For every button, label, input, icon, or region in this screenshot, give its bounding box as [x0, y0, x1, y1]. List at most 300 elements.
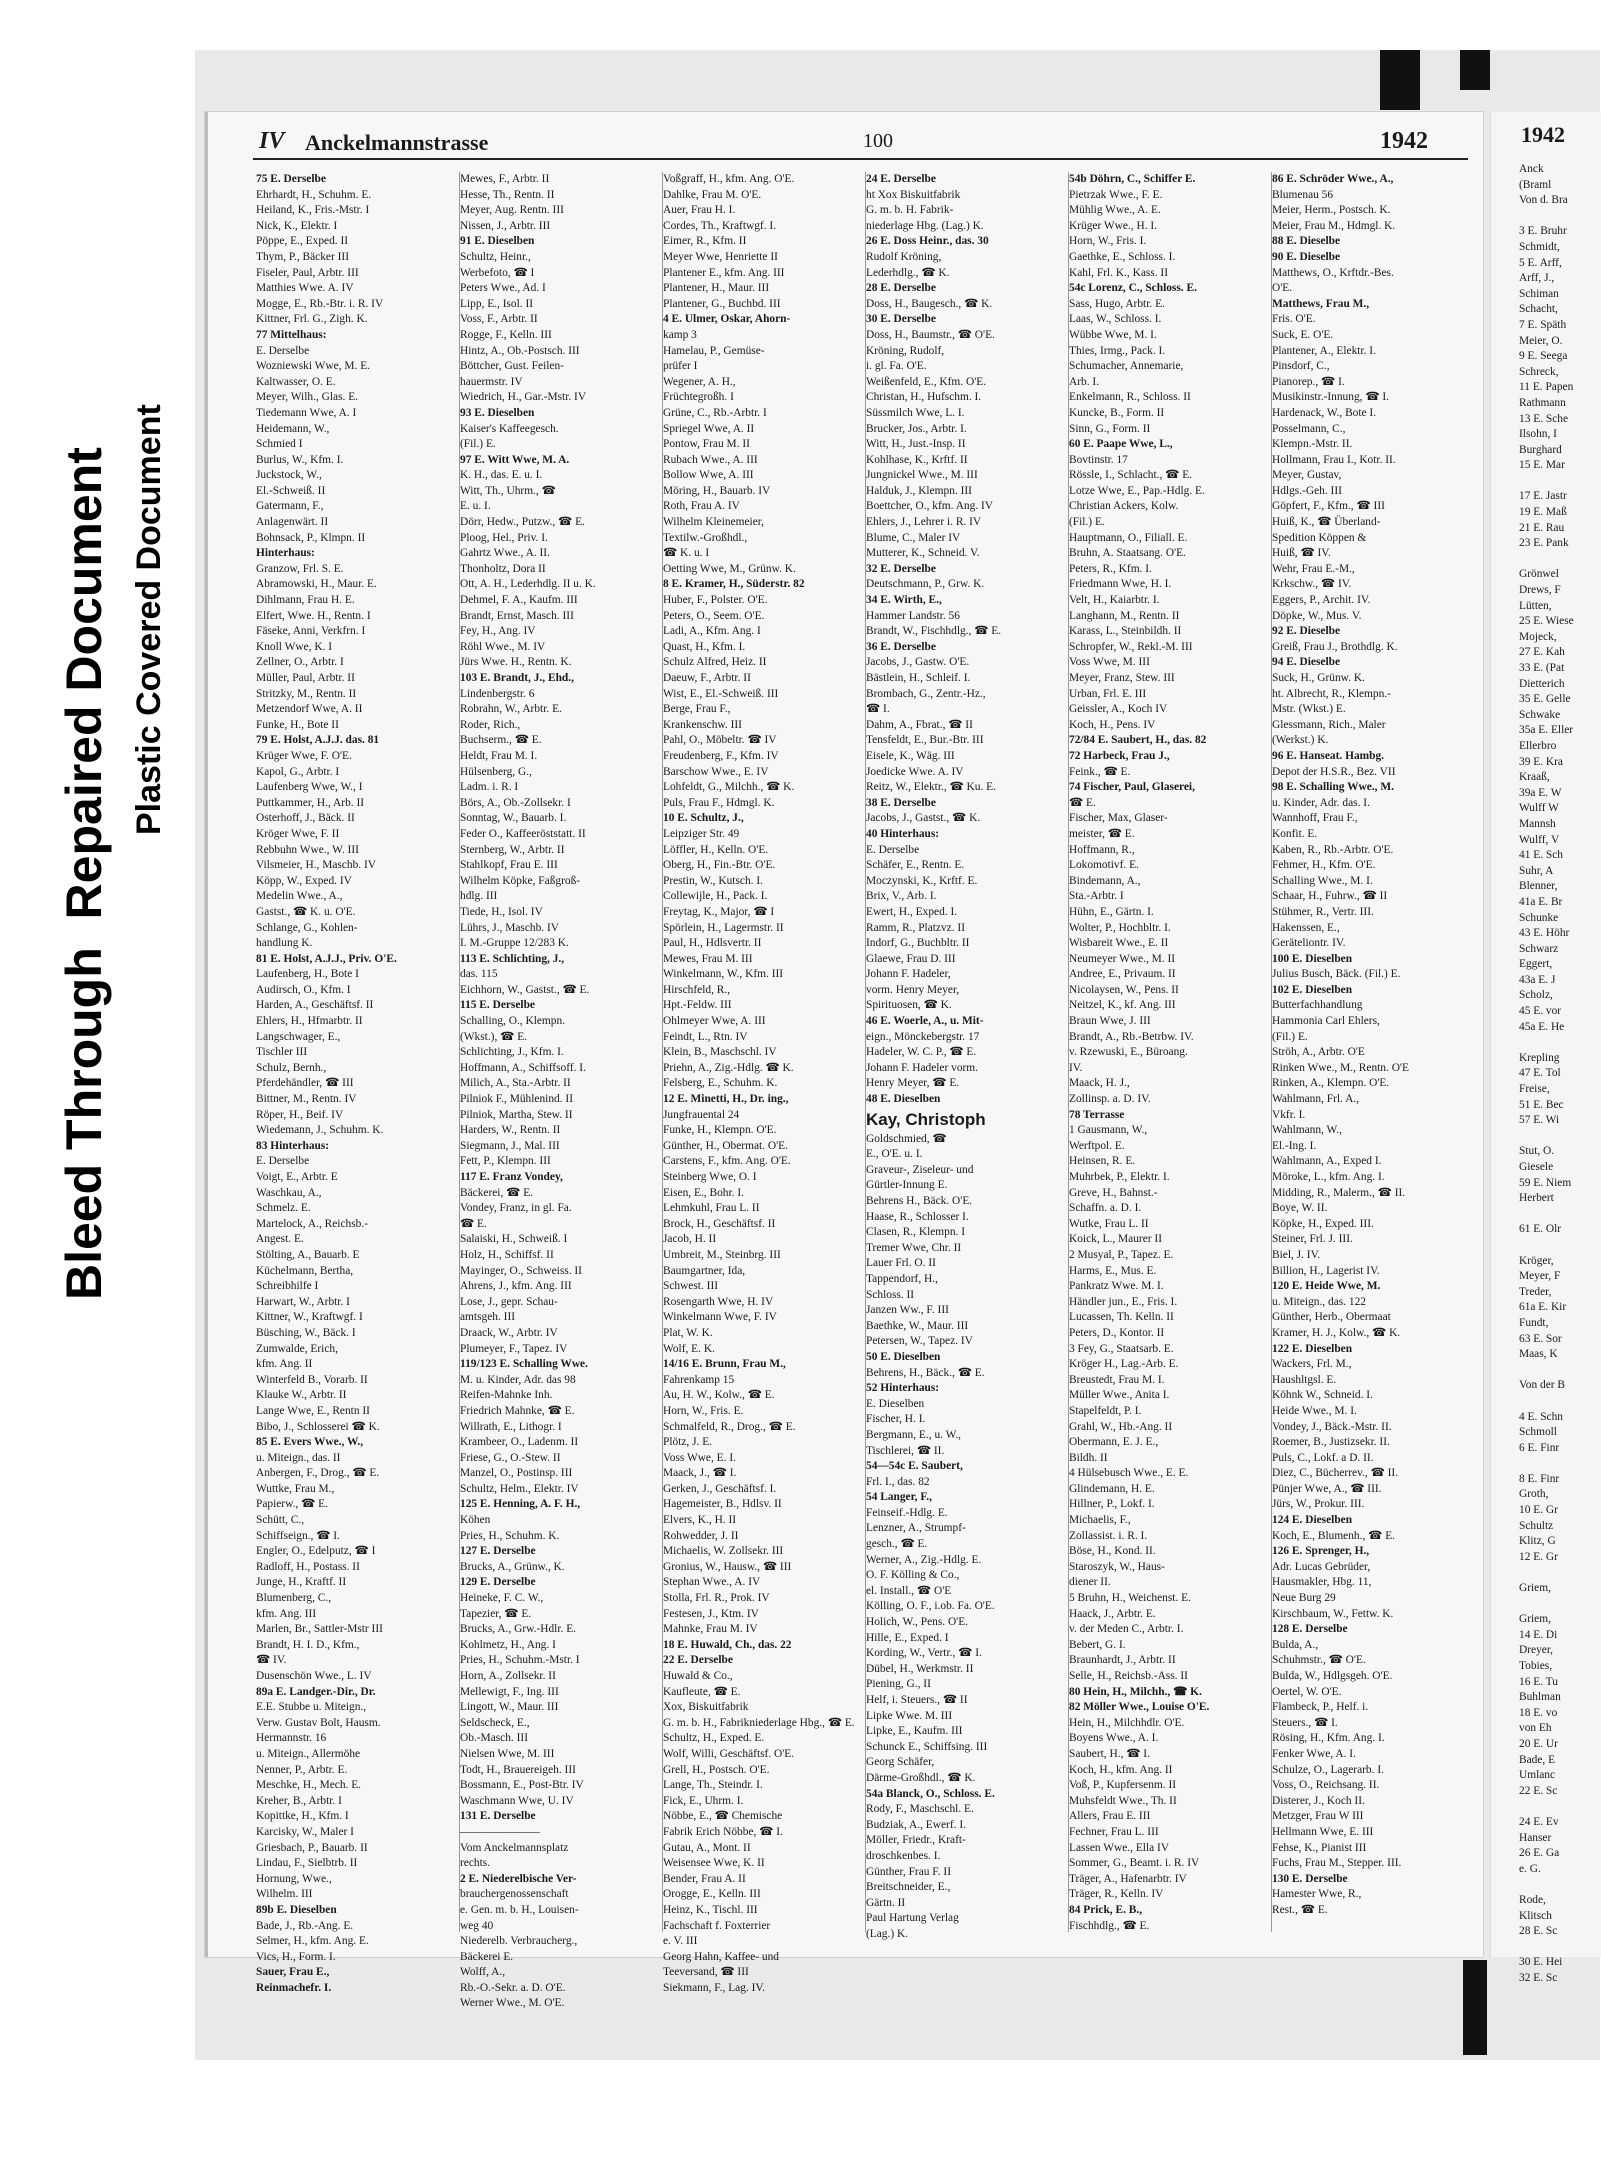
resident-entry: Breitschneider, E.,: [866, 1881, 951, 1894]
resident-entry: Schalling Wwe., M. I.: [1272, 874, 1373, 887]
resident-entry: Köpke, H., Exped. III.: [1272, 1217, 1374, 1230]
resident-entry: Fey, H., Ang. IV: [460, 625, 536, 638]
resident-entry: Suck, E. O'E.: [1272, 328, 1334, 341]
house-number-entry: 50 E. Dieselben: [866, 1350, 941, 1363]
resident-entry: Henry Meyer, ☎ E.: [866, 1077, 960, 1090]
resident-entry: Quast, H., Kfm. I.: [663, 640, 746, 653]
resident-entry: Werner Wwe., M. O'E.: [460, 1997, 565, 2010]
resident-entry: Werftpol. E.: [1069, 1139, 1125, 1152]
resident-entry: Indorf, G., Buchbltr. II: [866, 937, 970, 950]
house-number-entry: 54b Döhrn, C., Schiffer E.: [1069, 173, 1196, 185]
directory-column-2: [459, 172, 646, 2010]
resident-entry: Hornung, Wwe.,: [256, 1872, 332, 1885]
adjacent-page-line: Meyer, F: [1519, 1270, 1561, 1283]
resident-entry: Meier, Herm., Postsch. K.: [1272, 204, 1391, 217]
resident-entry: Hauptmann, O., Filiall. E.: [1069, 531, 1188, 544]
resident-entry: Ramm, R., Platzvz. II: [866, 921, 966, 934]
resident-entry: Pontow, Frau M. II: [663, 438, 750, 451]
resident-entry: Heinz, K., Tischl. III: [663, 1903, 758, 1916]
resident-entry: Puttkammer, H., Arb. II: [256, 796, 365, 809]
resident-entry: Fenker Wwe, A. I.: [1272, 1747, 1356, 1760]
resident-entry: Bruhn, A. Staatsang. O'E.: [1069, 547, 1186, 560]
resident-entry: Pöppe, E., Exped. II: [256, 235, 349, 248]
adjacent-page-line: 11 E. Papen: [1519, 381, 1574, 394]
resident-entry: ☎ E.: [1069, 796, 1096, 809]
resident-entry: Abramowski, H., Maur. E.: [256, 578, 377, 591]
resident-entry: Wilhelm Kleinemeier,: [663, 516, 764, 529]
adjacent-page-line: Buhlman: [1519, 1691, 1561, 1704]
resident-entry: Mühlig Wwe., A. E.: [1069, 204, 1161, 217]
house-number-entry: 54 Langer, F.,: [866, 1491, 932, 1504]
resident-entry: Feinseif.-Hdlg. E.: [866, 1506, 948, 1519]
resident-entry: Spedition Köppen &: [1272, 531, 1367, 544]
resident-entry: Xox, Biskuitfabrik: [663, 1701, 749, 1714]
resident-entry: Jungfrauental 24: [663, 1108, 740, 1121]
resident-entry: Joedicke Wwe. A. IV: [866, 765, 964, 778]
resident-entry: Nielsen Wwe, M. III: [460, 1747, 555, 1760]
resident-entry: Schloss. II: [866, 1288, 915, 1301]
resident-entry: Hamester Wwe, R.,: [1272, 1888, 1362, 1901]
resident-entry: Schreibhilfe I: [256, 1280, 319, 1293]
resident-entry: Ehlers, H., Hfmarbtr. II: [256, 1015, 363, 1028]
side-label-area: [0, 0, 200, 2177]
resident-entry: Plumeyer, F., Tapez. IV: [460, 1342, 568, 1355]
adjacent-page-line: Schmidt,: [1519, 240, 1560, 253]
adjacent-page-line: 27 E. Kah: [1519, 646, 1565, 659]
directory-column-1: [256, 172, 442, 1994]
resident-entry: Weißenfeld, E., Kfm. O'E.: [866, 375, 987, 388]
resident-entry: Eimer, R., Kfm. II: [663, 235, 747, 248]
adjacent-page-lines: [1519, 162, 1601, 1986]
resident-entry: Kreher, B., Arbtr. I: [256, 1794, 342, 1807]
resident-entry: Kröger H., Lag.-Arb. E.: [1069, 1358, 1179, 1371]
resident-entry: Müller Wwe., Anita I.: [1069, 1389, 1170, 1402]
resident-entry: Hillner, P., Lokf. I.: [1069, 1498, 1155, 1511]
resident-entry: Koch, H., kfm. Ang. II: [1069, 1763, 1173, 1776]
house-number-entry: 36 E. Derselbe: [866, 640, 936, 653]
resident-entry: Schropfer, W., Rekl.-M. III: [1069, 640, 1193, 653]
house-number-entry: 52 Hinterhaus:: [866, 1382, 940, 1395]
resident-entry: Fiseler, Paul, Arbtr. III: [256, 266, 359, 279]
resident-entry: Rösing, H., Kfm. Ang. I.: [1272, 1732, 1385, 1745]
resident-entry: Mstr. (Wkst.) E.: [1272, 703, 1346, 716]
adjacent-page-line: 19 E. Maß: [1519, 506, 1567, 519]
house-number-entry: 119/123 E. Schalling Wwe.: [460, 1358, 588, 1371]
resident-entry: Bossmann, E., Post-Btr. IV: [460, 1779, 584, 1792]
adjacent-page-line: 18 E. vo: [1519, 1706, 1558, 1719]
resident-entry: Metzger, Frau W III: [1272, 1810, 1364, 1823]
resident-entry: Waschkau, A.,: [256, 1186, 322, 1199]
resident-entry: Meyer, Wilh., Glas. E.: [256, 391, 359, 404]
adjacent-page-line: 33 E. (Pat: [1519, 662, 1565, 674]
resident-entry: Metzendorf Wwe, A. II: [256, 703, 363, 716]
resident-entry: Bildh. II: [1069, 1451, 1108, 1464]
adjacent-page-line: Schreck,: [1519, 365, 1559, 378]
resident-entry: Halduk, J., Klempn. III: [866, 484, 972, 497]
resident-entry: Mahnke, Frau M. IV: [663, 1623, 758, 1636]
resident-entry: Lauer Frl. O. II: [866, 1257, 936, 1270]
resident-entry: Matthews, O., Krftdr.-Bes.: [1272, 266, 1394, 279]
resident-entry: Elfert, Wwe. H., Rentn. I: [256, 609, 371, 622]
resident-entry: Hirschfeld, R.,: [663, 983, 731, 996]
resident-entry: Köhen: [460, 1514, 491, 1527]
resident-entry: Möller, Friedr., Kraft-: [866, 1834, 966, 1847]
resident-entry: Gutau, A., Mont. II: [663, 1841, 751, 1854]
resident-entry: amtsgeh. III: [460, 1311, 516, 1324]
adjacent-page-line: Krepling: [1519, 1051, 1560, 1064]
adjacent-page-line: 61 E. Olr: [1519, 1223, 1562, 1236]
adjacent-page-line: 5 E. Arff,: [1519, 256, 1562, 269]
house-number-entry: 81 E. Holst, A.J.J., Priv. O'E.: [256, 952, 397, 965]
resident-entry: Rody, F., Maschschl. E.: [866, 1803, 974, 1816]
resident-entry: Hintz, A., Ob.-Postsch. III: [460, 344, 580, 357]
resident-entry: Hoffmann, R.,: [1069, 843, 1135, 856]
house-number-entry: 72 Harbeck, Frau J.,: [1069, 749, 1170, 762]
resident-entry: Radloff, H., Postass. II: [256, 1560, 360, 1573]
resident-entry: Plantener, H., Maur. III: [663, 282, 770, 295]
resident-entry: Mogge, E., Rb.-Btr. i. R. IV: [256, 297, 384, 310]
resident-entry: Krankenschw. III: [663, 718, 742, 731]
resident-entry: Thies, Irmg., Pack. I.: [1069, 344, 1166, 357]
resident-entry: Wahlmann, W.,: [1272, 1124, 1342, 1137]
resident-entry: Obermann, E. J. E.,: [1069, 1436, 1159, 1449]
resident-entry: Bollow Wwe, A. III: [663, 469, 754, 482]
adjacent-page-line: [1519, 1597, 1601, 1613]
resident-entry: Lokomotivf. E.: [1069, 859, 1139, 872]
resident-entry: Wist, E., El.-Schweiß. III: [663, 687, 779, 700]
resident-entry: Rb.-O.-Sekr. a. D. O'E.: [460, 1981, 566, 1994]
resident-entry: v. der Meden C., Arbtr. I.: [1069, 1623, 1184, 1636]
resident-entry: Kahl, Frl. K., Kass. II: [1069, 266, 1169, 279]
resident-entry: Böttcher, Gust. Feilen-: [460, 360, 564, 373]
resident-entry: Disterer, J., Koch II.: [1272, 1794, 1365, 1807]
resident-entry: Früchtegroßh. I: [663, 391, 734, 404]
adjacent-page-line: 6 E. Finr: [1519, 1441, 1560, 1454]
resident-entry: (Fil.) E.: [1272, 1030, 1308, 1043]
house-number-entry: 83 Hinterhaus:: [256, 1139, 330, 1152]
house-number-entry: 130 E. Derselbe: [1272, 1872, 1348, 1885]
adjacent-page-line: 39a E. W: [1519, 786, 1562, 799]
resident-entry: Glindemann, H. E.: [1069, 1482, 1155, 1495]
resident-entry: Sauer, Frau E.,: [256, 1966, 330, 1979]
resident-entry: Glessmann, Rich., Maler: [1272, 718, 1386, 731]
resident-entry: Gärtn. II: [866, 1896, 906, 1909]
resident-entry: Schultz, H., Exped. E.: [663, 1732, 765, 1745]
resident-entry: Blumenberg, C.,: [256, 1592, 332, 1605]
resident-entry: ht. Albrecht, R., Klempn.-: [1272, 687, 1391, 700]
resident-entry: Hamelau, P., Gemüse-: [663, 344, 765, 357]
resident-entry: Plötz, J. E.: [663, 1436, 713, 1449]
resident-entry: IV.: [1069, 1061, 1083, 1074]
resident-entry: Nissen, J., Arbtr. III: [460, 219, 551, 232]
resident-entry: 4 Hülsebusch Wwe., E. E.: [1069, 1467, 1189, 1480]
adjacent-page-line: [1519, 1207, 1601, 1223]
resident-entry: Midding, R., Malerm., ☎ II.: [1272, 1186, 1406, 1199]
adjacent-page-line: 8 E. Finr: [1519, 1472, 1560, 1485]
resident-entry: Juckstock, W.,: [256, 469, 322, 482]
resident-entry: Rohwedder, J. II: [663, 1529, 739, 1542]
resident-entry: Sta.-Arbtr. I: [1069, 890, 1124, 903]
resident-entry: Lindenbergstr. 6: [460, 687, 535, 700]
resident-entry: Tischler III: [256, 1046, 308, 1059]
resident-entry: Piening, G., II: [866, 1678, 931, 1691]
resident-entry: kfm. Ang. III: [256, 1607, 317, 1620]
resident-entry: Bade, J., Rb.-Ang. E.: [256, 1919, 354, 1932]
resident-entry: Lederhdlg., ☎ K.: [866, 266, 950, 279]
house-number-entry: 40 Hinterhaus:: [866, 827, 940, 840]
adjacent-page-line: 51 E. Bec: [1519, 1098, 1564, 1111]
resident-entry: Ott, A. H., Lederhdlg. II u. K.: [460, 578, 596, 591]
resident-entry: Krambeer, O., Ladenm. II: [460, 1436, 579, 1449]
resident-entry: Kording, W., Vertr., ☎ I.: [866, 1647, 982, 1660]
resident-entry: i. gl. Fa. O'E.: [866, 360, 927, 373]
resident-entry: Selle, H., Reichsb.-Ass. II: [1069, 1670, 1188, 1682]
house-number-entry: 120 E. Heide Wwe, M.: [1272, 1280, 1381, 1293]
resident-entry: Pries, H., Schuhm. K.: [460, 1529, 560, 1542]
house-number-entry: 77 Mittelhaus:: [256, 328, 327, 341]
resident-entry: Koch, E., Blumenh., ☎ E.: [1272, 1529, 1396, 1542]
resident-entry: Wisbareit Wwe., E. II: [1069, 937, 1169, 950]
resident-entry: Bäckerei E.: [460, 1950, 514, 1963]
resident-entry: Tappendorf, H.,: [866, 1272, 938, 1285]
resident-entry: Heldt, Frau M. I.: [460, 749, 538, 762]
adjacent-page-line: [1519, 1238, 1601, 1254]
resident-entry: Büsching, W., Bäck. I: [256, 1326, 356, 1339]
directory-column-4: [865, 172, 1052, 1940]
resident-entry: Pries, H., Schuhm.-Mstr. I: [460, 1654, 580, 1667]
resident-entry: Witt, Th., Uhrm., ☎: [460, 484, 556, 497]
resident-entry: Pianorep., ☎ I.: [1272, 375, 1345, 388]
resident-entry: hauermstr. IV: [460, 375, 523, 388]
adjacent-page-line: Maas, K: [1519, 1348, 1558, 1361]
resident-entry: Müller, Paul, Arbtr. II: [256, 672, 355, 684]
resident-entry: Gahrtz Wwe., A. II.: [460, 547, 550, 560]
resident-entry: u. Miteign., das. II: [256, 1451, 341, 1464]
resident-entry: Christan, H., Hufschm. I.: [866, 391, 982, 404]
resident-entry: Wahlmann, A., Exped I.: [1272, 1155, 1382, 1168]
house-number-entry: 85 E. Evers Wwe., W.,: [256, 1436, 364, 1449]
resident-entry: Fahrenkamp 15: [663, 1373, 735, 1386]
resident-entry: Haack, J., Arbtr. E.: [1069, 1607, 1156, 1620]
resident-entry: G. m. b. H., Fabrikniederlage Hbg., ☎ E.: [663, 1716, 855, 1729]
resident-entry: Spriegel Wwe, A. II: [663, 422, 755, 435]
district-numeral: IV: [259, 128, 285, 154]
resident-entry: Schultz, Helm., Elektr. IV: [460, 1482, 579, 1495]
resident-entry: Brandt, H. I. D., Kfm.,: [256, 1638, 360, 1651]
resident-entry: Graveur-, Ziseleur- und: [866, 1163, 974, 1176]
house-number-entry: 88 E. Dieselbe: [1272, 235, 1341, 248]
resident-entry: Pankratz Wwe. M. I.: [1069, 1280, 1164, 1293]
adjacent-page-line: Fundt,: [1519, 1316, 1549, 1329]
resident-entry: Teeversand, ☎ III: [663, 1966, 749, 1979]
resident-entry: Witt, H., Just.-Insp. II: [866, 438, 966, 451]
adjacent-page-line: 21 E. Rau: [1519, 521, 1565, 534]
adjacent-page-line: [1519, 552, 1601, 568]
adjacent-page-line: Schunke: [1519, 911, 1559, 924]
resident-entry: Barschow Wwe., E. IV: [663, 765, 769, 778]
resident-entry: Sass, Hugo, Arbtr. E.: [1069, 297, 1165, 310]
resident-entry: Möroke, L., kfm. Ang. I.: [1272, 1171, 1385, 1183]
house-number-entry: 98 E. Schalling Wwe., M.: [1272, 781, 1394, 794]
resident-entry: Junge, H., Kraftf. II: [256, 1576, 347, 1589]
resident-entry: Nicolaysen, W., Pens. II: [1069, 983, 1179, 996]
resident-entry: Matthies Wwe. A. IV: [256, 282, 354, 295]
resident-entry: Röper, H., Beif. IV: [256, 1108, 344, 1121]
page-header: [253, 124, 1468, 160]
resident-entry: Kohlmetz, H., Ang. I: [460, 1638, 556, 1651]
resident-entry: (Werkst.) K.: [1272, 734, 1329, 747]
resident-entry: Harders, W., Rentn. II: [460, 1124, 561, 1137]
adjacent-page-line: Schultz: [1519, 1519, 1554, 1532]
resident-entry: Klein, B., Maschschl. IV: [663, 1046, 777, 1059]
resident-entry: Siekmann, F., Lag. IV.: [663, 1981, 766, 1994]
resident-entry: Hollmann, Frau I., Kotr. II.: [1272, 453, 1396, 466]
resident-entry: Wutke, Frau L. II: [1069, 1217, 1149, 1230]
resident-entry: Schuhmstr., ☎ O'E.: [1272, 1654, 1366, 1667]
resident-entry: Voß, P., Kupfersenm. II: [1069, 1779, 1177, 1792]
adjacent-page-line: 47 E. Tol: [1519, 1067, 1561, 1080]
resident-entry: O'E.: [1272, 282, 1293, 295]
resident-entry: Huiß, K., ☎ Überland-: [1272, 516, 1381, 529]
resident-entry: Sonntag, W., Bauarb. I.: [460, 812, 567, 825]
resident-entry: Pilniok, Martha, Stew. II: [460, 1108, 573, 1121]
resident-entry: Schmied I: [256, 438, 303, 451]
resident-entry: Todt, H., Brauereigeh. III: [460, 1763, 576, 1776]
resident-entry: Helf, i. Steuers., ☎ II: [866, 1694, 968, 1706]
resident-entry: Depot der H.S.R., Bez. VII: [1272, 765, 1396, 778]
house-number-entry: 54c Lorenz, C., Schloss. E.: [1069, 282, 1197, 295]
adjacent-page-line: 39 E. Kra: [1519, 755, 1563, 768]
resident-entry: Röhl Wwe., M. IV: [460, 640, 546, 653]
resident-entry: Wackers, Frl. M.,: [1272, 1358, 1352, 1371]
resident-entry: Wübbe Wwe, M. I.: [1069, 328, 1157, 341]
resident-entry: Moczynski, K., Krftf. E.: [866, 874, 978, 887]
resident-entry: diener II.: [1069, 1576, 1111, 1589]
adjacent-page-line: Eggert,: [1519, 958, 1553, 971]
adjacent-page-line: 59 E. Niem: [1519, 1176, 1572, 1189]
resident-entry: O. F. Kölling & Co.,: [866, 1569, 960, 1582]
resident-entry: Bulda, A.,: [1272, 1638, 1319, 1651]
adjacent-page-line: 24 E. Ev: [1519, 1815, 1559, 1828]
resident-entry: Freytag, K., Major, ☎ I: [663, 905, 775, 918]
resident-entry: Spirituosen, ☎ K.: [866, 999, 952, 1012]
resident-entry: Ströh, A., Arbtr. O'E: [1272, 1046, 1365, 1059]
adjacent-page-line: 61a E. Kir: [1519, 1301, 1567, 1314]
resident-entry: Christian Ackers, Kolw.: [1069, 500, 1179, 513]
resident-entry: Doss, H., Baugesch., ☎ K.: [866, 297, 993, 310]
resident-entry: Ehlers, J., Lehrer i. R. IV: [866, 516, 982, 529]
scan-edge-mark: [1380, 50, 1420, 110]
resident-entry: Selmer, H., kfm. Ang. E.: [256, 1935, 369, 1948]
adjacent-page-line: [1519, 1940, 1601, 1956]
house-number-entry: 84 Prick, E. B.,: [1069, 1903, 1143, 1916]
resident-entry: Huwald & Co.,: [663, 1670, 733, 1682]
adjacent-page-line: Schacht,: [1519, 303, 1558, 316]
resident-entry: u. Miteign., Allermöhe: [256, 1747, 361, 1760]
resident-entry: Feindt, L., Rtn. IV: [663, 1030, 748, 1043]
adjacent-page-line: Von d. Bra: [1519, 194, 1568, 207]
resident-entry: Wahlmann, Frl. A.,: [1272, 1093, 1360, 1106]
resident-entry: Freudenberg, F., Kfm. IV: [663, 749, 779, 762]
house-number-entry: 24 E. Derselbe: [866, 173, 936, 185]
resident-entry: Günther, Herb., Obermaat: [1272, 1311, 1391, 1324]
resident-entry: Doss, H., Baumstr., ☎ O'E.: [866, 328, 995, 341]
resident-entry: Hakenssen, E.,: [1272, 921, 1340, 934]
house-number-entry: 12 E. Minetti, H., Dr. ing.,: [663, 1093, 789, 1106]
adjacent-page-line: e. G.: [1519, 1862, 1541, 1875]
adjacent-page-line: Wulff W: [1519, 802, 1559, 815]
resident-entry: Schütt, C.,: [256, 1514, 305, 1527]
resident-entry: Fris. O'E.: [1272, 313, 1316, 326]
resident-entry: meister, ☎ E.: [1069, 827, 1135, 840]
resident-entry: Milich, A., Sta.-Arbtr. II: [460, 1077, 571, 1090]
resident-entry: Wolf, Willi, Geschäftsf. O'E.: [663, 1747, 795, 1760]
resident-entry: Küchelmann, Bertha,: [256, 1264, 354, 1277]
resident-entry: Matthews, Frau M.,: [1272, 297, 1370, 310]
resident-entry: Gastst., ☎ K. u. O'E.: [256, 905, 356, 918]
adjacent-page-line: Ilsohn, I: [1519, 428, 1557, 441]
house-number-entry: 28 E. Derselbe: [866, 282, 936, 295]
resident-entry: Muhrbek, P., Elektr. I.: [1069, 1171, 1170, 1183]
house-number-entry: 8 E. Kramer, H., Süderstr. 82: [663, 578, 805, 591]
adjacent-page-line: Wulff, V: [1519, 833, 1560, 846]
resident-entry: Jungnickel Wwe., M. III: [866, 469, 978, 482]
resident-entry: droschkenbes. I.: [866, 1849, 941, 1862]
adjacent-page-line: [1519, 1035, 1601, 1051]
resident-entry: Horn, A., Zollsekr. II: [460, 1670, 556, 1682]
resident-entry: brauchergenossenschaft: [460, 1888, 569, 1901]
resident-entry: Fäseke, Anni, Verkfrn. I: [256, 625, 366, 638]
resident-entry: Enkelmann, R., Schloss. II: [1069, 391, 1191, 404]
resident-entry: ☎ K. u. I: [663, 547, 710, 560]
adjacent-page-line: Stut, O.: [1519, 1145, 1555, 1158]
resident-entry: Hesse, Th., Rentn. II: [460, 188, 555, 201]
resident-entry: Dübel, H., Werkmstr. II: [866, 1662, 974, 1675]
adjacent-page-line: Tobies,: [1519, 1660, 1553, 1672]
resident-entry: Felsberg, E., Schuhm. K.: [663, 1077, 778, 1090]
resident-entry: Sinn, G., Form. II: [1069, 422, 1151, 435]
resident-entry: Eichhorn, W., Gastst., ☎ E.: [460, 983, 590, 996]
resident-entry: Brock, H., Geschäftsf. II: [663, 1217, 776, 1230]
resident-entry: Klempn.-Mstr. II.: [1272, 438, 1353, 451]
resident-entry: Oertel, W. O'E.: [1272, 1685, 1342, 1698]
resident-entry: u. Kinder, Adr. das. I.: [1272, 796, 1370, 809]
house-number-entry: 80 Hein, H., Milchh., ☎ K.: [1069, 1685, 1202, 1698]
resident-entry: Funke, H., Klempn. O'E.: [663, 1124, 777, 1137]
resident-entry: Kopittke, H., Kfm. I: [256, 1810, 349, 1823]
resident-entry: Wilhelm. III: [256, 1888, 313, 1901]
resident-entry: Schmelz. E.: [256, 1202, 311, 1215]
resident-entry: Rogge, F., Kelln. III: [460, 328, 552, 341]
adjacent-page-line: 7 E. Späth: [1519, 318, 1567, 331]
adjacent-page-line: 22 E. Sc: [1519, 1784, 1558, 1797]
resident-entry: Festesen, J., Ktm. IV: [663, 1607, 759, 1620]
resident-entry: Wegener, A. H.,: [663, 375, 736, 388]
resident-entry: niederlage Hbg. (Lag.) K.: [866, 219, 984, 232]
resident-entry: Ob.-Masch. III: [460, 1732, 529, 1745]
adjacent-page-line: Klitz, G: [1519, 1535, 1556, 1548]
resident-entry: Lohfeldt, G., Milchh., ☎ K.: [663, 781, 795, 794]
resident-entry: Voss Wwe, M. III: [1069, 656, 1150, 669]
resident-entry: Neitzel, K., kf. Ang. III: [1069, 999, 1176, 1012]
resident-entry: Kittner, W., Kraftwgf. I: [256, 1311, 363, 1324]
resident-entry: Günther, Frau F. II: [866, 1865, 951, 1878]
adjacent-page-line: 14 E. Di: [1519, 1628, 1558, 1641]
resident-entry: Heineke, F. C. W.,: [460, 1592, 544, 1605]
adjacent-page-line: [1519, 1565, 1601, 1581]
house-number-entry: 91 E. Dieselben: [460, 235, 535, 248]
adjacent-page-line: Schwarz: [1519, 942, 1559, 955]
